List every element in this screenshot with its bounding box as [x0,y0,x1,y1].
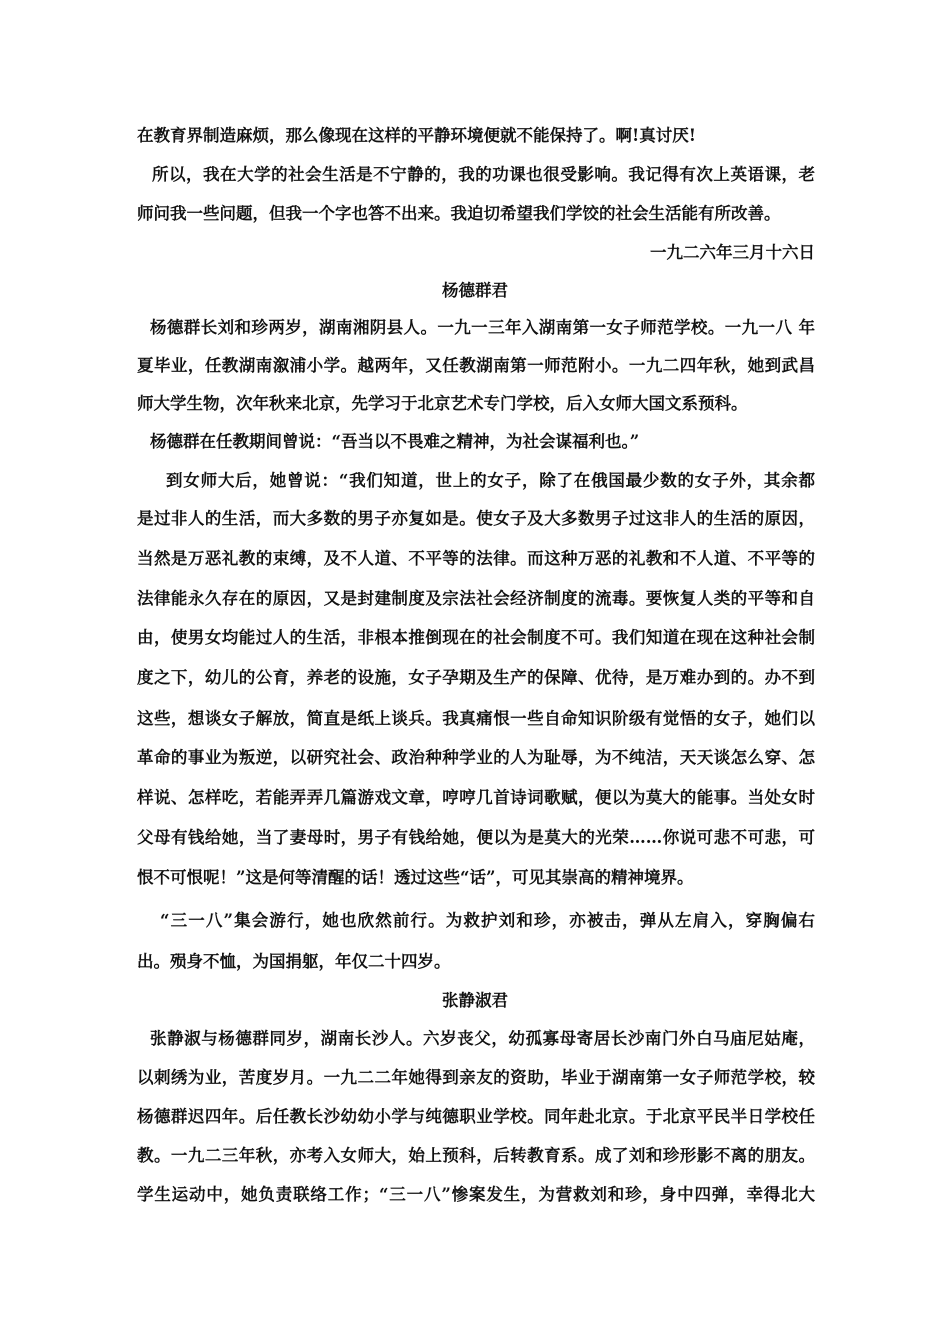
text-line: 是过非人的生活，而大多数的男子亦复如是。使女子及大多数男子过这非人的生活的原因， [137,509,815,528]
quote-line: 杨德群在任教期间曾说：“吾当以不畏难之精神，为社会谋福利也。” [150,432,640,451]
text-line: 师问我一些问题，但我一个字也答不出来。我迫切希望我们学饺的社会生活能有所改善。 [137,204,781,223]
text-line: 当然是万恶礼教的束缚，及不人道、不平等的法律。而这种万恶的礼教和不人道、不平等的 [137,549,815,568]
paragraph-first-line: 所以，我在大学的社会生活是不宁静的，我的功课也很受影响。我记得有次上英语课，老 [152,165,815,184]
text-line: 学生运动中，她负责联络工作；“三一八”惨案发生，为营救刘和珍，身中四弹，幸得北大 [137,1185,815,1204]
letter-date: 一九二六年三月十六日 [650,243,815,262]
text-line: 这些，想谈女子解放，简直是纸上谈兵。我真痛恨一些自命知识阶级有觉悟的女子，她们以 [137,709,815,728]
text-line: 以刺绣为业，苦度岁月。一九二二年她得到亲友的资助，毕业于湖南第一女子师范学校，较 [137,1068,815,1087]
section-heading-yang-dequn: 杨德群君 [442,281,508,300]
text-line: 度之下，幼儿的公育，养老的设施，女子孕期及生产的保障、优待，是万难办到的。办不到 [137,668,815,687]
text-line: 样说、怎样吃，若能弄弄几篇游戏文章，哼哼几首诗词歌赋，便以为莫大的能事。当处女时 [137,788,815,807]
text-line: 革命的事业为叛逆，以研究社会、政治种种学业的人为耻辱，为不纯洁，天天谈怎么穿、怎 [137,748,815,767]
section-heading-zhang-jingshu: 张静淑君 [442,991,508,1010]
paragraph-first-line: 到女师大后，她曾说：“我们知道，世上的女子，除了在俄国最少数的女子外，其余都 [166,471,815,490]
text-line: 恨不可恨呢！”这是何等清醒的话！透过这些“话”，可见其崇高的精神境界。 [137,868,694,887]
text-line: 杨德群迟四年。后任教长沙幼幼小学与纯德职业学校。同年赴北京。于北京平民半日学校任 [137,1107,815,1126]
paragraph-first-line: 杨德群长刘和珍两岁，湖南湘阴县人。一九一三年入湖南第一女子师范学校。一九一八 年 [150,318,815,337]
text-line: 在教育界制造麻烦，那么像现在这样的平静环境便就不能保持了。啊!真讨厌! [137,126,696,145]
text-line: 出。殒身不恤，为国捐躯，年仅二十四岁。 [137,952,451,971]
text-line: 由，使男女均能过人的生活，非根本推倒现在的社会制度不可。我们知道在现在这种社会制 [137,628,815,647]
text-line: 夏毕业，任教湖南溆浦小学。越两年，又任教湖南第一师范附小。一九二四年秋，她到武昌 [137,356,815,375]
text-line: 父母有钱给她，当了妻母时，男子有钱给她，便以为是莫大的光荣……你说可悲不可悲，可 [137,828,815,847]
paragraph-first-line: “三一八”集会游行，她也欣然前行。为救护刘和珍，亦被击，弹从左肩入，穿胸偏右 [160,911,815,930]
text-line: 法律能永久存在的原因，又是封建制度及宗法社会经济制度的流毒。要恢复人类的平等和自 [137,589,815,608]
text-line: 师大学生物，次年秋来北京，先学习于北京艺术专门学校，后入女师大国文系预科。 [137,394,748,413]
text-line: 教。一九二三年秋，亦考入女师大，始上预科，后转教育系。成了刘和珍形影不离的朋友。 [137,1146,815,1165]
paragraph-first-line: 张静淑与杨德群同岁，湖南长沙人。六岁丧父，幼孤寡母寄居长沙南门外白马庙尼姑庵， [150,1029,815,1048]
